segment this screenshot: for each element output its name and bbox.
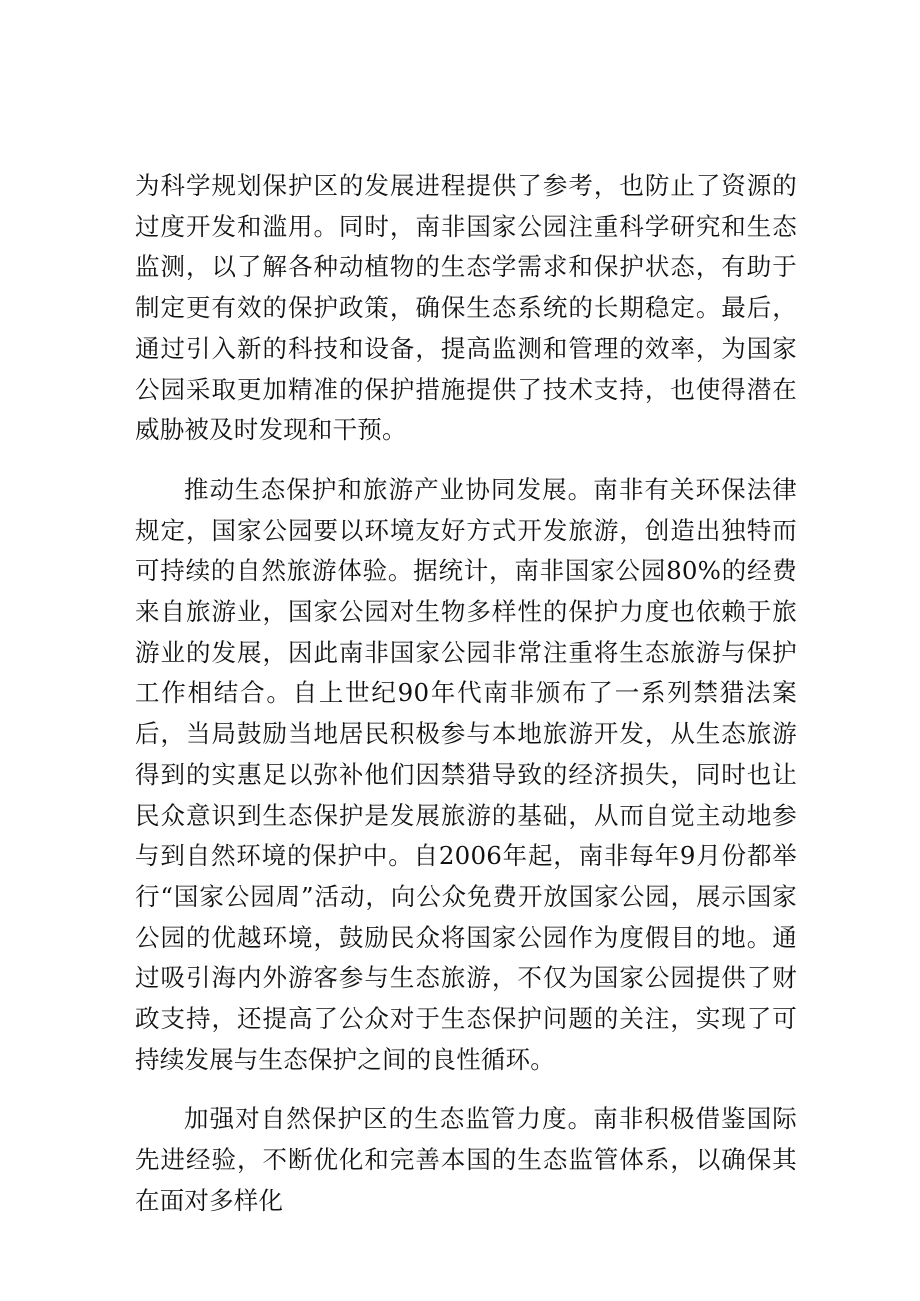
document-body	[135, 166, 797, 1222]
paragraph-3: 加强对自然保护区的生态监管力度。南非积极借鉴国际先进经验，不断优化和完善本国的生态监管体系，以确保其在面对多样化	[135, 1104, 797, 1215]
paragraph-2: 推动生态保护和旅游产业协同发展。南非有关环保法律规定，国家公园要以环境友好方式开发旅游，创造出独特而可持续的自然旅游体验。据统计，南非国家公园80%的经费来自旅游业，国家公园对生物多样性的保护力度也依赖于旅游业的发展，因此南非国家公园非常注重将生态旅游与保护工作相结合。自上世纪90年代南非颁布了一系列禁猎法案后，当局鼓励当地居民积极参与本地旅游开发，从生态旅游得到的实惠足以弥补他们因禁猎导致的经济损失，同时也让民众意识到生态保护是发展旅游的基础，从而自觉主动地参与到自然环境的保护中。自2006年起，南非每年9月份都举行“国家公园周”活动，向公众免费开放国家公园，展示国家公园的优越环境，鼓励民众将国家公园作为度假目的地。通过吸引海内外游客参与生态旅游，不仅为国家公园提供了财政支持，还提高了公众对于生态保护问题的关注，实现了可持续发展与生态保护之间的良性循环。	[135, 474, 797, 1074]
paragraph-1: 为科学规划保护区的发展进程提供了参考，也防止了资源的过度开发和滥用。同时，南非国家公园注重科学研究和生态监测，以了解各种动植物的生态学需求和保护状态，有助于制定更有效的保护政策，确保生态系统的长期稳定。最后，通过引入新的科技和设备，提高监测和管理的效率，为国家公园采取更加精准的保护措施提供了技术支持，也使得潜在威胁被及时发现和干预。	[135, 171, 797, 445]
